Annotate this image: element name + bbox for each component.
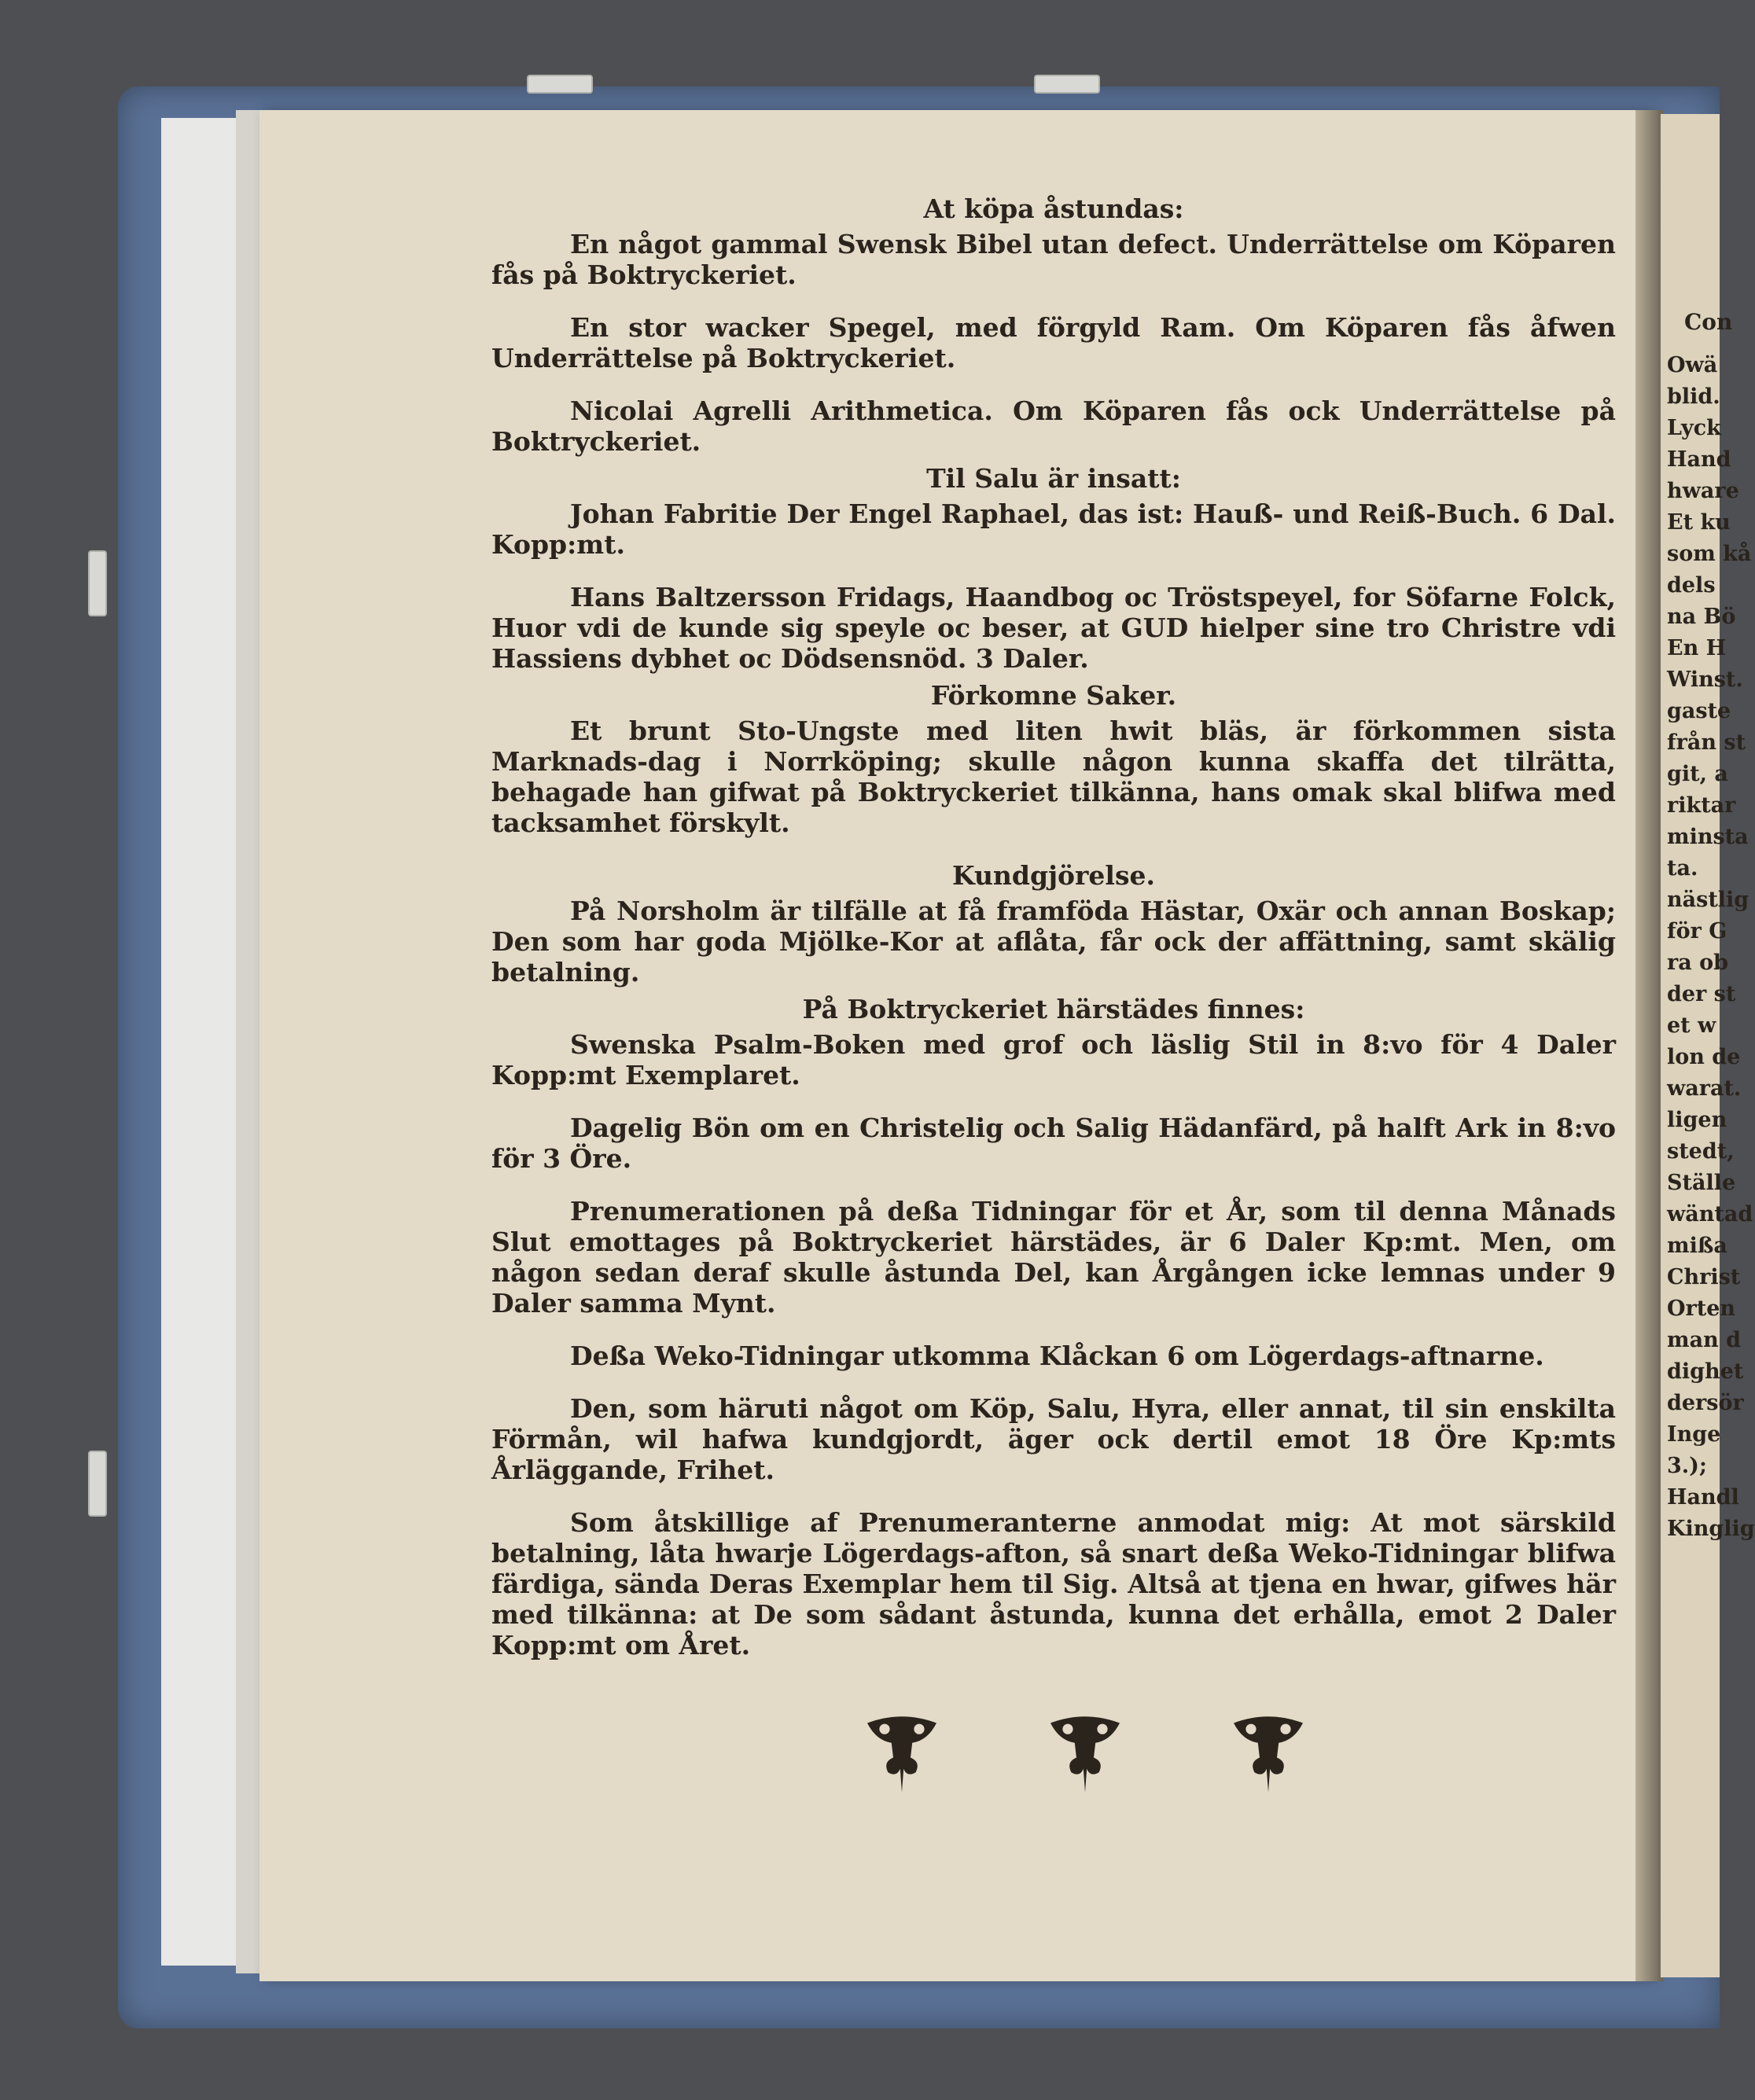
page-gutter (1635, 110, 1663, 1981)
fragment: Owä (1667, 353, 1718, 377)
fragment: ra ob (1667, 951, 1729, 975)
fragment: der st (1667, 982, 1736, 1006)
fragment: nästlig (1667, 888, 1749, 912)
printshop-item: Deßa Weko-Tidningar utkomma Klåckan 6 om Lögerdags-aftnarne. (570, 1341, 1544, 1371)
fragment: Ställe (1667, 1171, 1736, 1195)
fleuron-ornament-icon (1042, 1710, 1128, 1797)
fragment: na Bö (1667, 605, 1736, 629)
wanted-item: Nicolai Agrelli Arithmetica. Om Köparen fås ock Underrättelse på Boktryckeriet. (491, 395, 1616, 457)
printshop-item: Prenumerationen på deßa Tidningar för et År, som til denna Månads Slut emottages på Boktryckeriet härstädes, är 6 Daler Kp:mt. Men, om någon sedan deraf skulle åstunda Del, kan Årgången icke lemnas under 9 Daler samma Mynt. (491, 1196, 1616, 1318)
fragment: Et ku (1667, 510, 1731, 535)
section-heading-lost: Förkomne Saker. (930, 680, 1177, 711)
section-heading-notice: Kundgjörelse. (951, 860, 1156, 891)
fragment: från st (1667, 730, 1746, 755)
fragment: hware (1667, 479, 1739, 503)
fragment: gaste (1667, 699, 1731, 723)
printshop-item: Dagelig Bön om en Christelig och Salig Hädanfärd, på halft Ark in 8:vo för 3 Öre. (491, 1113, 1616, 1174)
fragment: wäntad (1667, 1202, 1753, 1227)
fragment: et w (1667, 1013, 1716, 1038)
printshop-item: Den, som häruti något om Köp, Salu, Hyra, eller annat, til sin enskilta Förmån, wil hafwa kundgjordt, äger ock dertil emot 18 Öre Kp:mts Årläggande, Frihet. (491, 1393, 1616, 1485)
fragment: Handl (1667, 1485, 1739, 1510)
fragment: Christ (1667, 1265, 1741, 1289)
binder-clip (527, 75, 593, 94)
fragment: git, a (1667, 762, 1728, 786)
fragment: Inge (1667, 1422, 1721, 1447)
fragment: lon de (1667, 1045, 1741, 1069)
binder-clip (1034, 75, 1100, 94)
fragment: dels (1667, 573, 1716, 598)
fleuron-ornament-icon (859, 1710, 945, 1797)
fragment: dersör (1667, 1391, 1744, 1415)
lost-item: Et brunt Sto-Ungste med liten hwit bläs, är förkommen sista Marknads-dag i Norrköping; skulle någon kunna skaffa det tilrätta, behagade han gifwat på Boktryckeriet tilkänna, hans omak skal blifwa med tacksamhet förskylt. (491, 715, 1616, 838)
section-heading-printshop: På Boktryckeriet härstädes finnes: (802, 994, 1305, 1024)
right-page-fragments (1667, 350, 1755, 1545)
wanted-item: En något gammal Swensk Bibel utan defect. Underrättelse om Köparen fås på Boktryckeriet. (491, 229, 1616, 290)
page-text (491, 189, 1616, 1683)
sale-item: Hans Baltzersson Fridags, Haandbog oc Tröstspeyel, for Söfarne Folck, Huor vdi de kunde sig speyle oc beser, at GUD hielper sine tro Christre vdi Hassiens dybhet oc Dödsensnöd. 3 Daler. (491, 582, 1616, 674)
notice-item: På Norsholm är tilfälle at få framföda Hästar, Oxär och annan Boskap; Den som har goda Mjölke-Kor at aflåta, får ock der affättning, samt skälig betalning. (491, 896, 1616, 987)
fragment: stedt, (1667, 1139, 1735, 1164)
wanted-item: En stor wacker Spegel, med förgyld Ram. Om Köparen fås åfwen Underrättelse på Boktryckeriet. (491, 312, 1616, 373)
sale-item: Johan Fabritie Der Engel Raphael, das ist: Hauß- und Reiß-Buch. 6 Dal. Kopp:mt. (491, 498, 1616, 560)
fragment: blid. (1667, 384, 1720, 409)
fragment: mißa (1667, 1234, 1727, 1258)
fragment: Lyck (1667, 416, 1721, 440)
fragment: som kå (1667, 542, 1752, 566)
fragment: Hand (1667, 447, 1731, 472)
fragment: man d (1667, 1328, 1741, 1352)
fragment: Kinglig (1667, 1517, 1755, 1541)
fragment: ta. (1667, 856, 1698, 881)
fragment: 3.); (1667, 1454, 1707, 1478)
fragment: Winst. (1667, 668, 1743, 692)
printshop-item: Som åtskillige af Prenumeranterne anmodat mig: At mot särskild betalning, låta hwarje Lögerdags-afton, så snart deßa Weko-Tidningar blifwa färdiga, sända Deras Exemplar hem til Sig. Altså at tjena en hwar, gifwes här med tilkänna: at De som sådant åstunda, kunna det erhålla, emot 2 Daler Kopp:mt om Året. (491, 1507, 1616, 1661)
ornament-row (810, 1710, 1360, 1804)
printshop-item: Swenska Psalm-Boken med grof och läslig Stil in 8:vo för 4 Daler Kopp:mt Exemplaret. (491, 1029, 1616, 1090)
fragment: En H (1667, 636, 1727, 660)
section-heading-wanted: At köpa åstundas: (923, 193, 1184, 224)
binder-clip (88, 550, 107, 616)
fleuron-ornament-icon (1225, 1710, 1312, 1797)
fragment: ligen (1667, 1108, 1727, 1132)
fragment: warat. (1667, 1076, 1742, 1101)
fragment: minsta (1667, 825, 1749, 849)
fragment: för G (1667, 919, 1727, 943)
fragment: riktar (1667, 793, 1736, 818)
right-page-header: Con (1684, 309, 1733, 335)
section-heading-for-sale: Til Salu är insatt: (926, 463, 1181, 494)
binder-clip (88, 1451, 107, 1517)
right-page (1661, 114, 1755, 1977)
fragment: Orten (1667, 1296, 1736, 1321)
fragment: dighet (1667, 1359, 1744, 1384)
